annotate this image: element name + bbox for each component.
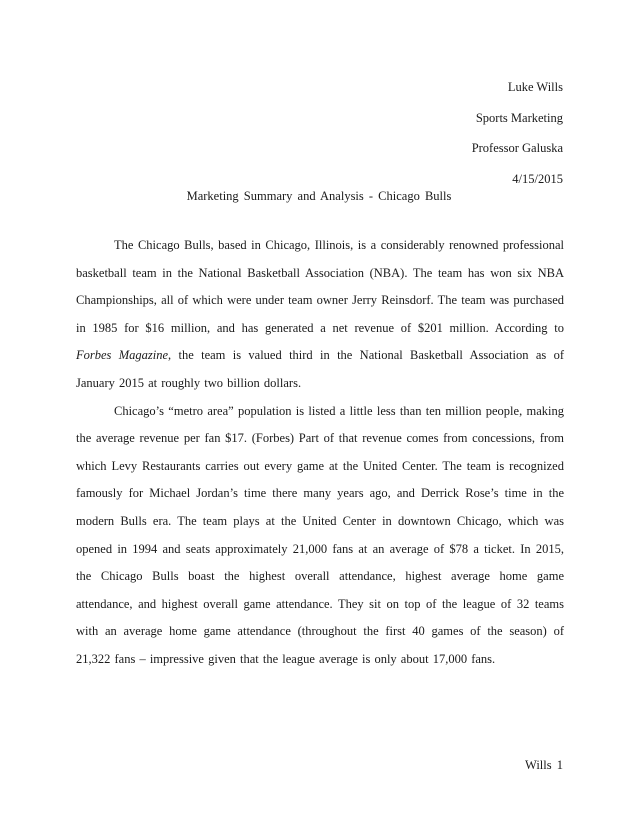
- paragraph-2: Chicago’s “metro area” population is listed a little less than ten million people, making the average revenue per fan $17. (Forbes) Part of that revenue comes from concessions, from which Levy Restaurants carries out every game at the United Center. The team is recognized famously for Michael Jordan’s time there many years ago, and Derrick Rose’s time in the modern Bulls era. The team plays at the United Center in downtown Chicago, which was opened in 1994 and seats approximately 21,000 fans at an average of $78 a ticket. In 2015, the Chicago Bulls boast the highest overall attendance, highest average home game attendance, and highest overall game attendance. They sit on top of the league of 32 teams with an average home game attendance (throughout the first 40 games of the season) of 21,322 fans – impressive given that the league average is only about 17,000 fans.: [76, 403, 564, 666]
- document-date: 4/15/2015: [512, 171, 563, 186]
- document-title: Marketing Summary and Analysis - Chicago Bulls: [186, 189, 452, 203]
- forbes-magazine-italic: Forbes Magazine: [76, 348, 169, 363]
- paragraph-1: [76, 232, 564, 398]
- header-block: [472, 72, 563, 194]
- author-name: Luke Wills: [507, 80, 563, 94]
- paragraph-1-text-a: The Chicago Bulls, based in Chicago, Illinois, is a considerably renowned professional basketball team in the National Basketball Association (NBA). The team has won six NBA Championships, all of which were under team owner Jerry Reinsdorf. The team was purchased in 1985 for $16 million, and has generated a net revenue of $201 million. According to: [76, 238, 564, 335]
- page-number: Wills 1: [525, 758, 563, 772]
- paragraph-1-text-b: , the team is valued third in the National Basketball Association as of January 2015 at roughly two billion dollars.: [76, 348, 564, 390]
- professor-name: Professor Galuska: [471, 141, 563, 155]
- body-text: [76, 232, 564, 674]
- course-name: Sports Marketing: [475, 110, 563, 125]
